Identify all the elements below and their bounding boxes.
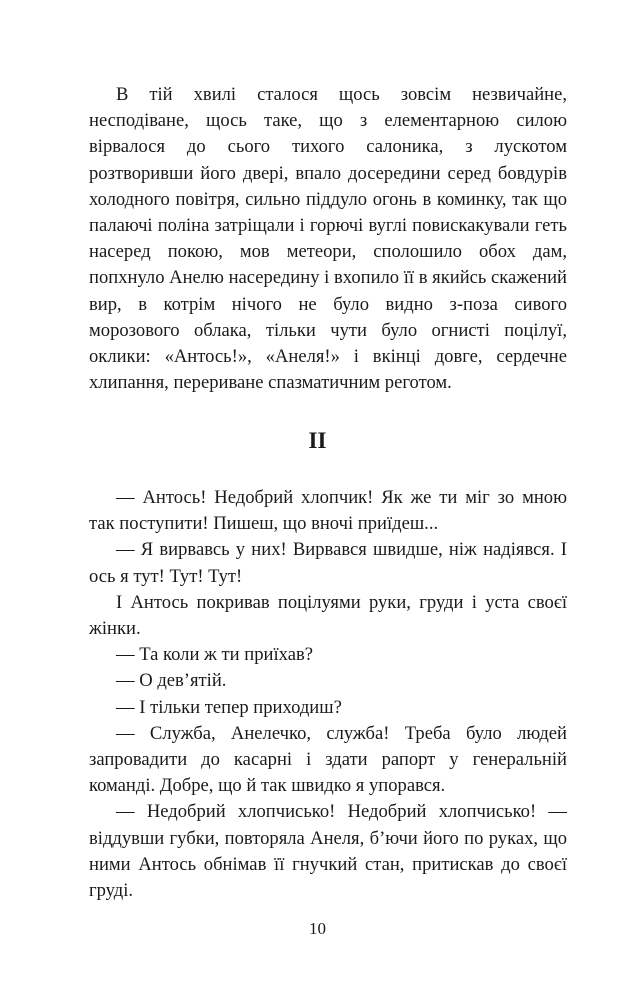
paragraph: — Та коли ж ти приїхав? xyxy=(116,644,313,666)
paragraph: — І тільки тепер приходиш? xyxy=(116,696,342,718)
paragraph: — Служба, Анелечко, служба! Треба було людей запровадити до касарні і здати рапорт у генеральній команді. Добре, що й так швидко я упорався. xyxy=(89,722,567,797)
paragraph: — Антось! Недобрий хлопчик! Як же ти міг зо мною так поступити! Пишеш, що вночі приїдеш... xyxy=(89,487,567,535)
text-block-top xyxy=(89,82,567,396)
paragraph: В тій хвилі сталося щось зовсім незвичайне, несподіване, щось таке, що з елементарною силою вірвалося до сього тихого салоника, з лускотом розтворивши його двері, впало досередини серед бовдурів холодного повітря, сильно піддуло огонь в коминку, так що палаючі поліна затріщали і горючі вуглі повискакували геть насеред покою, мов метеори, сполошило обох дам, попхнуло Анелю насередину і вхопило її в якийсь скажений вир, в котрім нічого не було видно з-поза сивого морозового облака, тільки чути було огнисті поцілуї, оклики: «Антось!», «Анеля!» і вкінці довге, сердечне хлипання, перериване спазматичним реготом. xyxy=(89,84,567,394)
paragraph: І Антось покривав поцілуями руки, груди і уста своєї жінки. xyxy=(89,591,567,640)
text-block-bottom xyxy=(89,485,567,904)
paragraph: — О дев’ятій. xyxy=(116,670,227,692)
paragraph: — Недобрий хлопчисько! Недобрий хлопчисько! — віддувши губки, повторяла Анеля, б’ючи його по руках, що ними Антось обнімав її гнучкий стан, притискав до своєї груді. xyxy=(89,801,567,902)
paragraph: — Я вирвавсь у них! Вирвався швидше, ніж надіявся. І ось я тут! Тут! Тут! xyxy=(89,539,567,587)
chapter-heading: II xyxy=(308,428,327,453)
page-number: 10 xyxy=(309,919,326,938)
